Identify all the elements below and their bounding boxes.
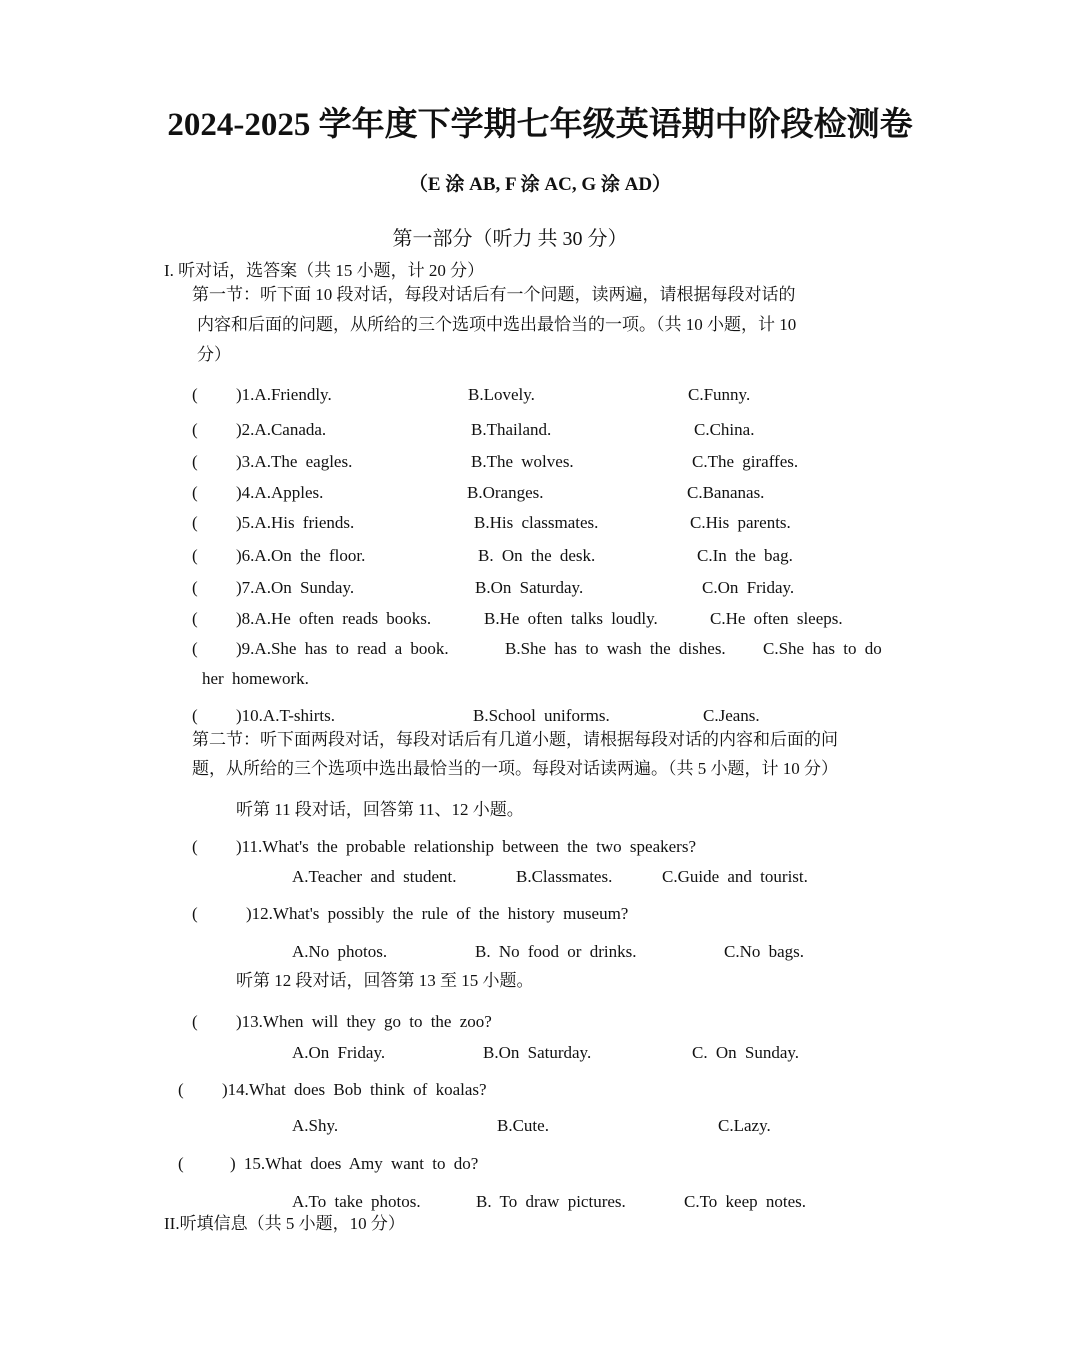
answer-blank[interactable]: ( — [192, 546, 198, 565]
answer-blank[interactable]: ( — [192, 706, 198, 725]
option-c: C.The giraffes. — [692, 452, 799, 471]
answer-blank[interactable]: ( — [192, 385, 198, 404]
answer-blank[interactable]: ( — [192, 483, 198, 502]
option-c: C.Funny. — [688, 385, 751, 404]
option-b: B.On Saturday. — [475, 578, 584, 597]
answer-blank[interactable]: ( — [192, 1012, 198, 1031]
question-row — [192, 545, 365, 567]
part-one-title: 第一部分（听力 共 30 分） — [392, 228, 628, 250]
question-row — [192, 451, 352, 473]
dialogue-11-note: 听第 11 段对话，回答第 11、12 小题。 — [236, 800, 524, 819]
question-row — [178, 1079, 487, 1101]
question-stem: )14.What does Bob think of koalas? — [222, 1080, 487, 1099]
option-a: )1.A.Friendly. — [236, 385, 332, 404]
option-a: )6.A.On the floor. — [236, 546, 366, 565]
question-row — [192, 577, 354, 599]
option-c: C.Guide and tourist. — [662, 867, 808, 886]
option-b: B. On the desk. — [478, 546, 596, 565]
option-a: A.On Friday. — [292, 1043, 386, 1062]
option-a: )7.A.On Sunday. — [236, 578, 355, 597]
answer-blank[interactable]: ( — [192, 837, 198, 856]
section-one-heading: I. 听对话，选答案（共 15 小题，计 20 分） — [164, 261, 485, 280]
option-a: )10.A.T-shirts. — [236, 706, 336, 725]
answer-blank[interactable]: ( — [178, 1154, 184, 1173]
option-b: B. No food or drinks. — [475, 942, 637, 961]
answer-blank[interactable]: ( — [192, 609, 198, 628]
option-b: B.Oranges. — [467, 483, 544, 502]
part2-intro-line: 第二节：听下面两段对话，每段对话后有几道小题，请根据每段对话的内容和后面的问 — [192, 730, 838, 749]
option-b: B.Classmates. — [516, 867, 613, 886]
question-row — [192, 482, 323, 504]
answer-blank[interactable]: ( — [192, 904, 198, 923]
question-row — [192, 903, 628, 925]
option-b: B.On Saturday. — [483, 1043, 592, 1062]
question-row — [192, 836, 696, 858]
option-c: C.China. — [694, 420, 755, 439]
option-a: )4.A.Apples. — [236, 483, 324, 502]
option-a: )3.A.The eagles. — [236, 452, 353, 471]
option-c: C.No bags. — [724, 942, 805, 961]
question-row — [192, 1011, 492, 1033]
answer-sheet-note: （E 涂 AB, F 涂 AC, G 涂 AD） — [408, 174, 672, 195]
option-c: C.He often sleeps. — [710, 609, 843, 628]
option-c: C.Lazy. — [718, 1116, 771, 1135]
option-b: B.Lovely. — [468, 385, 535, 404]
question-stem: )13.When will they go to the zoo? — [236, 1012, 492, 1031]
part2-intro-line: 题，从所给的三个选项中选出最恰当的一项。每段对话读两遍。（共 5 小题，计 10 分） — [192, 759, 838, 778]
option-b: B. To draw pictures. — [476, 1192, 626, 1211]
answer-blank[interactable]: ( — [192, 639, 198, 658]
option-b: B.Thailand. — [471, 420, 552, 439]
dialogue-12-note: 听第 12 段对话，回答第 13 至 15 小题。 — [236, 971, 534, 990]
option-b: B.His classmates. — [474, 513, 599, 532]
option-c: C.On Friday. — [702, 578, 795, 597]
option-a: )9.A.She has to read a book. — [236, 639, 449, 658]
question-row — [192, 638, 449, 660]
part1-intro-line: 内容和后面的问题，从所给的三个选项中选出最恰当的一项。（共 10 小题，计 10 — [197, 315, 797, 334]
option-c: C.She has to do — [763, 639, 882, 658]
option-c: C. On Sunday. — [692, 1043, 800, 1062]
option-b: B.She has to wash the dishes. — [505, 639, 726, 658]
option-a: )5.A.His friends. — [236, 513, 355, 532]
question-stem: )12.What's possibly the rule of the history museum? — [246, 904, 629, 923]
answer-blank[interactable]: ( — [192, 513, 198, 532]
option-a: )8.A.He often reads books. — [236, 609, 432, 628]
question-row — [192, 608, 431, 630]
option-c: C.His parents. — [690, 513, 791, 532]
option-b: B.Cute. — [497, 1116, 549, 1135]
part1-intro-line: 分） — [197, 345, 231, 364]
option-a: A.To take photos. — [292, 1192, 421, 1211]
answer-blank[interactable]: ( — [192, 420, 198, 439]
question-row — [178, 1153, 478, 1175]
option-c: C.To keep notes. — [684, 1192, 807, 1211]
option-c: C.Bananas. — [687, 483, 765, 502]
option-a: A.Teacher and student. — [292, 867, 457, 886]
option-b: B.The wolves. — [471, 452, 574, 471]
option-a: A.No photos. — [292, 942, 388, 961]
question-stem: )11.What's the probable relationship between the two speakers? — [236, 837, 697, 856]
question-row — [192, 384, 332, 406]
part1-intro-line: 第一节：听下面 10 段对话，每段对话后有一个问题，读两遍，请根据每段对话的 — [192, 285, 796, 304]
answer-blank[interactable]: ( — [192, 452, 198, 471]
answer-blank[interactable]: ( — [178, 1080, 184, 1099]
answer-blank[interactable]: ( — [192, 578, 198, 597]
question-row — [192, 512, 354, 534]
option-a: A.Shy. — [292, 1116, 339, 1135]
question-row — [192, 419, 326, 441]
option-c: C.In the bag. — [697, 546, 793, 565]
question-row — [192, 705, 335, 727]
option-a: )2.A.Canada. — [236, 420, 327, 439]
question-stem: ) 15.What does Amy want to do? — [230, 1154, 479, 1173]
option-c: C.Jeans. — [703, 706, 760, 725]
option-b: B.School uniforms. — [473, 706, 610, 725]
exam-title: 2024-2025 学年度下学期七年级英语期中阶段检测卷 — [167, 107, 913, 143]
section-two-heading: II.听填信息（共 5 小题，10 分） — [164, 1214, 405, 1233]
option-b: B.He often talks loudly. — [484, 609, 658, 628]
option-c-continuation: her homework. — [202, 669, 309, 688]
